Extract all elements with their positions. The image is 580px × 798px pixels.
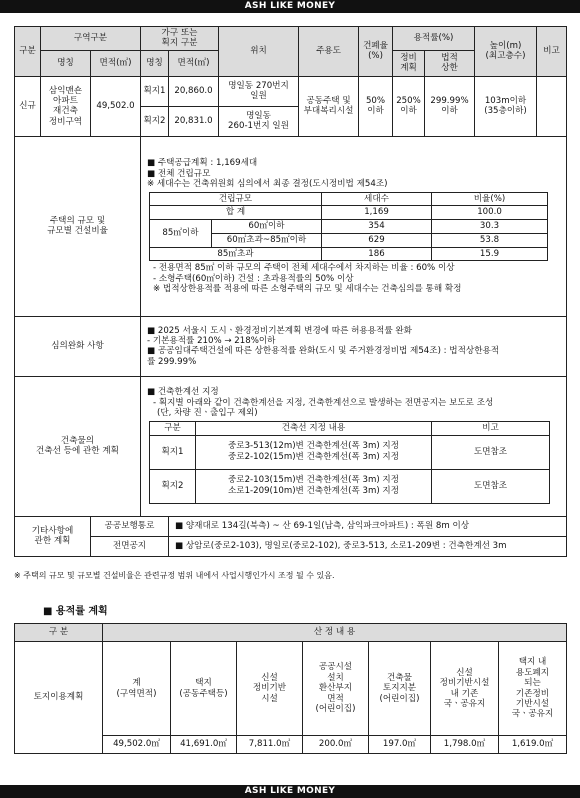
bldg-line1: ■ 건축한계선 지정 bbox=[147, 387, 219, 398]
lot2-area: 20,831.0 bbox=[169, 106, 219, 136]
scale-note2: - 소형주택(60㎡이하) 건설 : 초과용적률의 50% 이상 bbox=[153, 273, 354, 284]
t2-val-1: 41,691.0㎡ bbox=[171, 736, 237, 754]
scale-h-size: 건립규모 bbox=[150, 192, 322, 206]
bldg-r2-content bbox=[196, 469, 432, 503]
t2-col-6: 택지 내 용도폐지 되는 기존정비 기반시설 국ㆍ공유지 bbox=[499, 642, 567, 736]
other-sub1: 공공보행통로 bbox=[91, 516, 169, 536]
col-zone: 구역구분 bbox=[41, 27, 141, 51]
scale-line2: ■ 전체 건립규모 bbox=[147, 168, 211, 179]
remark-value bbox=[537, 76, 567, 136]
t2-col-1: 택지 (공동주택등) bbox=[171, 642, 237, 736]
col-name: 명칭 bbox=[41, 50, 91, 76]
t2-val-0: 49,502.0㎡ bbox=[103, 736, 171, 754]
col-far-plan: 정비 계획 bbox=[393, 50, 425, 76]
lot1-location: 명일동 270번지 일원 bbox=[219, 76, 299, 106]
t2-val-5: 1,798.0㎡ bbox=[431, 736, 499, 754]
scale-under85: 85㎡이하 bbox=[150, 220, 212, 247]
t2-col-3: 공공시설 설치 환산부지 면적 (어린이집) bbox=[303, 642, 369, 736]
scale-60-85-ratio: 53.8 bbox=[432, 233, 548, 247]
scale-note3: ※ 법적상한용적률 적용에 따른 소형주택의 규모 및 세대수는 건축심의를 통해 확정 bbox=[153, 284, 462, 295]
t2-col-0: 계 (구역면적) bbox=[103, 642, 171, 736]
col-usage: 주용도 bbox=[299, 27, 359, 77]
other-text2: ■ 상암로(중로2-103), 명일로(중로2-102), 중로3-513, 소로1-209변 : 건축한계선 3m bbox=[169, 536, 567, 556]
scale-inner-table bbox=[149, 192, 548, 262]
far-plan-value: 250% 이하 bbox=[393, 76, 425, 136]
lot1-name: 획지1 bbox=[141, 76, 169, 106]
relax-line4: 률 299.99% bbox=[147, 356, 197, 367]
t2-row-label: 토지이용계획 bbox=[15, 642, 103, 754]
height-value: 103m이하 (35층이하) bbox=[475, 76, 537, 136]
col-height: 높이(m) (최고층수) bbox=[475, 27, 537, 77]
col-bcr: 건폐율 (%) bbox=[359, 27, 393, 77]
bldg-label: 건축물의 건축선 등에 관한 계획 bbox=[15, 376, 141, 516]
lot2-name: 획지2 bbox=[141, 106, 169, 136]
t2-col-2: 신설 정비기반 시설 bbox=[237, 642, 303, 736]
zone-name: 삼익맨숀 아파트 재건축 정비구역 bbox=[41, 76, 91, 136]
bldg-r1-line-b: 중로2-102(15m)변 건축한계선(폭 3m) 지정 bbox=[227, 452, 400, 463]
scale-h-count: 세대수 bbox=[322, 192, 432, 206]
scale-over85-count: 186 bbox=[322, 247, 432, 261]
scale-line1: ■ 주택공급계획 : 1,169세대 bbox=[147, 158, 258, 169]
col-name2: 명칭 bbox=[141, 50, 169, 76]
bldg-r1-gubun: 획지1 bbox=[150, 435, 196, 469]
far-plan-table bbox=[14, 623, 567, 754]
t2-col-4: 건축물 토지지분 (어린이집) bbox=[369, 642, 431, 736]
t2-content: 산 정 내 용 bbox=[103, 624, 567, 642]
relax-line2: - 기본용적률 210% → 218%이하 bbox=[147, 335, 276, 346]
t2-val-4: 197.0㎡ bbox=[369, 736, 431, 754]
lot2-location: 명일동 260-1번지 일원 bbox=[219, 106, 299, 136]
bldg-h-gubun: 구분 bbox=[150, 421, 196, 435]
other-sub2: 전면공지 bbox=[91, 536, 169, 556]
t2-gubun: 구 분 bbox=[15, 624, 103, 642]
lot1-area: 20,860.0 bbox=[169, 76, 219, 106]
col-remark: 비고 bbox=[537, 27, 567, 77]
scale-note1: - 전용면적 85㎡ 이하 규모의 주택이 전체 세대수에서 차지하는 비율 : 60% 이상 bbox=[153, 263, 455, 274]
bldg-r1-remark: 도면참조 bbox=[432, 435, 550, 469]
far-legal-value: 299.99% 이하 bbox=[425, 76, 475, 136]
bldg-r2-remark: 도면참조 bbox=[432, 469, 550, 503]
bldg-line2: - 획지별 아래와 같이 건축한계선을 지정, 건축한계선으로 발생하는 전면공지는 보도로 조성 bbox=[153, 397, 494, 408]
scale-60-count: 354 bbox=[322, 220, 432, 234]
bldg-r2-gubun: 획지2 bbox=[150, 469, 196, 503]
bldg-content bbox=[141, 376, 567, 516]
zone-area: 49,502.0 bbox=[91, 76, 141, 136]
bldg-line3: (단, 차량 진ㆍ출입구 제외) bbox=[157, 408, 258, 419]
t2-col-5: 신설 정비기반시설 내 기존 국ㆍ공유지 bbox=[431, 642, 499, 736]
bldg-r1-line-a: 중로3-513(12m)변 건축한계선(폭 3m) 지정 bbox=[227, 441, 400, 452]
bldg-h-content: 건축선 지정 내용 bbox=[196, 421, 432, 435]
usage-value: 공동주택 및 부대복리시설 bbox=[299, 76, 359, 136]
t2-val-2: 7,811.0㎡ bbox=[237, 736, 303, 754]
scale-over85: 85㎡초과 bbox=[150, 247, 322, 261]
bldg-r2-line-a: 중로2-103(15m)변 건축한계선(폭 3m) 지정 bbox=[227, 475, 400, 486]
bcr-value: 50% 이하 bbox=[359, 76, 393, 136]
relax-content bbox=[141, 316, 567, 376]
relax-line3: ■ 공공임대주택건설에 따른 상한용적률 완화(도시 및 주거환경정비법 제54조) : 법적상한용적 bbox=[147, 346, 500, 357]
scale-60-85: 60㎡초과~85㎡이하 bbox=[212, 233, 322, 247]
footnote: ※ 주택의 규모 및 규모별 건설비율은 관련규정 범위 내에서 사업시행인가시 조정 될 수 있음. bbox=[14, 571, 335, 580]
scale-60-ratio: 30.3 bbox=[432, 220, 548, 234]
relax-line1: ■ 2025 서울시 도시ㆍ환경정비기본계획 변경에 따른 허용용적률 완화 bbox=[147, 325, 412, 336]
bldg-h-remark: 비고 bbox=[432, 421, 550, 435]
col-far: 용적률(%) bbox=[393, 27, 475, 51]
header-brand: ASH LIKE MONEY bbox=[0, 0, 580, 13]
scale-total-ratio: 100.0 bbox=[432, 206, 548, 220]
col-area: 면적(㎡) bbox=[91, 50, 141, 76]
t2-val-3: 200.0㎡ bbox=[303, 736, 369, 754]
bldg-inner-table bbox=[149, 421, 550, 504]
scale-60-85-count: 629 bbox=[322, 233, 432, 247]
col-household: 가구 또는 획지 구분 bbox=[141, 27, 219, 51]
section-title: ■ 용적률 계획 bbox=[43, 606, 108, 617]
col-far-legal: 법적 상한 bbox=[425, 50, 475, 76]
col-gubun: 구분 bbox=[15, 27, 41, 77]
scale-line3: ※ 세대수는 건축위원회 심의에서 최종 결정(도시정비법 제54조) bbox=[147, 179, 388, 190]
bldg-r2-line-b: 소로1-209(10m)변 건축한계선(폭 3m) 지정 bbox=[227, 486, 400, 497]
relax-label: 심의완화 사항 bbox=[15, 316, 141, 376]
other-label: 기타사항에 관한 계획 bbox=[15, 516, 91, 556]
footer-brand: ASH LIKE MONEY bbox=[0, 785, 580, 798]
col-area2: 면적(㎡) bbox=[169, 50, 219, 76]
col-location: 위치 bbox=[219, 27, 299, 77]
scale-content bbox=[141, 136, 567, 316]
scale-over85-ratio: 15.9 bbox=[432, 247, 548, 261]
bldg-r1-content bbox=[196, 435, 432, 469]
scale-h-ratio: 비율(%) bbox=[432, 192, 548, 206]
other-text1: ■ 양재대로 134길(북측) ~ 산 69-1일(남측, 삼익파크아파트) : 폭원 8m 이상 bbox=[169, 516, 567, 536]
scale-label: 주택의 규모 및 규모별 건설비율 bbox=[15, 136, 141, 316]
scale-total-count: 1,169 bbox=[322, 206, 432, 220]
scale-60: 60㎡이하 bbox=[212, 220, 322, 234]
zoning-plan-table bbox=[14, 26, 567, 557]
t2-val-6: 1,619.0㎡ bbox=[499, 736, 567, 754]
scale-total: 합 계 bbox=[150, 206, 322, 220]
row-gubun: 신규 bbox=[15, 76, 41, 136]
